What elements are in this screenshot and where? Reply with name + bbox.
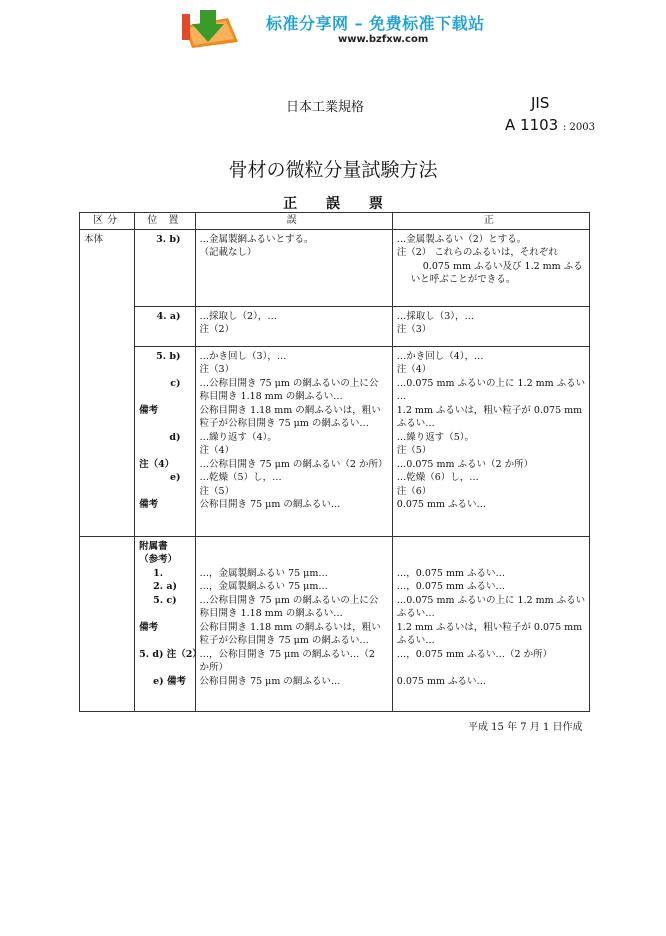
wrong-line: …公称目開き 75 μm の網ふるいの上に公 bbox=[199, 594, 379, 606]
correct-line: …採取し（3），… bbox=[396, 310, 475, 322]
correct-line: 注（6） bbox=[396, 485, 432, 497]
position-line: 2. a) bbox=[153, 581, 178, 592]
standard-number-text: A 1103 bbox=[505, 116, 559, 134]
correct-line: …，0.075 mm ふるい… bbox=[396, 567, 506, 579]
wrong-line: 公称目開き 1.18 mm の網ふるいは，粗い bbox=[199, 404, 381, 416]
correct-line: 注（2） これらのふるいは，それぞれ bbox=[396, 247, 558, 258]
header-position: 位 置 bbox=[135, 213, 195, 230]
position-line: （参考） bbox=[139, 554, 178, 565]
correct-line: 0.075 mm ふるい… bbox=[396, 499, 487, 510]
position-line bbox=[139, 363, 190, 377]
correct-line: ふるい… bbox=[396, 608, 435, 619]
wrong-line: 称目開き 1.18 mm の網ふるい… bbox=[199, 608, 343, 619]
wrong-line: 公称目開き 75 μm の網ふるい… bbox=[199, 675, 341, 687]
wrong-cell bbox=[195, 229, 392, 306]
position-line: 1. bbox=[153, 567, 164, 579]
wrong-line: …乾燥（5）し，… bbox=[199, 472, 282, 483]
correct-line bbox=[397, 553, 585, 567]
position-line: e) bbox=[170, 472, 181, 483]
position-line: 備考 bbox=[139, 499, 159, 510]
correct-line: …乾燥（6）し，… bbox=[396, 472, 479, 483]
kubun-cell bbox=[80, 536, 135, 711]
correct-line: ふるい… bbox=[396, 418, 435, 429]
correct-cell bbox=[392, 306, 589, 346]
creation-date: 平成 15 年 7 月 1 日作成 bbox=[468, 722, 583, 733]
kubun-label: 本体 bbox=[84, 233, 104, 245]
correct-line: 注（4） bbox=[396, 364, 432, 375]
wrong-line: …公称目開き 75 μm の網ふるい（2 か所） bbox=[199, 458, 388, 470]
wrong-line: 粒子が公称目開き 75 μm の網ふるい… bbox=[199, 418, 369, 429]
position-line: 注（4） bbox=[139, 458, 175, 470]
wrong-line: …，金属製網ふるい 75 μm… bbox=[199, 581, 328, 592]
wrong-line: 注（5） bbox=[199, 485, 235, 497]
position-line bbox=[139, 417, 190, 431]
position-line: c) bbox=[170, 377, 181, 389]
correct-line: …0.075 mm ふるいの上に 1.2 mm ふるい bbox=[396, 594, 586, 606]
wrong-cell bbox=[195, 536, 392, 711]
wrong-line: か所） bbox=[199, 662, 229, 673]
wrong-line: （記載なし） bbox=[199, 247, 257, 258]
table-row bbox=[80, 536, 590, 711]
banner-url[interactable]: www.bzfxw.com bbox=[338, 34, 429, 45]
header-wrong: 誤 bbox=[195, 213, 392, 230]
table-row bbox=[80, 306, 590, 346]
correct-line: 0.075 mm ふるい… bbox=[396, 675, 487, 687]
correct-line: … bbox=[396, 391, 407, 402]
wrong-line: 注（3） bbox=[199, 364, 235, 375]
correct-line: 注（3） bbox=[396, 324, 432, 335]
correct-line: …0.075 mm ふるい（2 か所） bbox=[396, 458, 534, 470]
position-line: 4. a) bbox=[156, 310, 181, 322]
wrong-line: 公称目開き 75 μm の網ふるい… bbox=[199, 499, 341, 510]
position-cell bbox=[135, 306, 195, 346]
standard-code: JIS bbox=[531, 94, 550, 112]
wrong-line: …金属製網ふるいとする。 bbox=[199, 233, 314, 245]
correct-line: …0.075 mm ふるいの上に 1.2 mm ふるい bbox=[396, 377, 586, 389]
document-title: 骨材の微粒分量試験方法 bbox=[228, 159, 438, 181]
correct-line: …かき回し（4），… bbox=[396, 350, 484, 362]
standard-year: : 2003 bbox=[562, 122, 595, 133]
correct-line bbox=[397, 540, 585, 554]
wrong-line: …公称目開き 75 μm の網ふるいの上に公 bbox=[199, 377, 379, 389]
correct-cell bbox=[392, 346, 589, 536]
position-line bbox=[139, 485, 190, 499]
position-cell bbox=[135, 536, 202, 711]
wrong-line: …，公称目開き 75 μm の網ふるい…（2 bbox=[199, 648, 375, 660]
correct-line: いと呼ぶことができる。 bbox=[410, 274, 516, 285]
wrong-line bbox=[200, 540, 388, 554]
correct-line bbox=[397, 661, 585, 675]
correct-line: …，0.075 mm ふるい…（2 か所） bbox=[396, 648, 553, 660]
wrong-cell bbox=[195, 306, 392, 346]
position-line: 3. b) bbox=[156, 233, 181, 245]
position-cell bbox=[135, 229, 195, 306]
wrong-line: 公称目開き 1.18 mm の網ふるいは，粗い bbox=[199, 621, 381, 633]
wrong-line: …，金属製網ふるい 75 μm… bbox=[199, 567, 328, 579]
wrong-line: …採取し（2），… bbox=[199, 310, 277, 322]
position-line: 5. d) 注（2） bbox=[139, 648, 202, 660]
correct-line: 1.2 mm ふるいは，粗い粒子が 0.075 mm bbox=[396, 621, 583, 633]
table-row bbox=[80, 229, 590, 306]
position-line bbox=[139, 607, 190, 621]
position-line: 附属書 bbox=[139, 540, 168, 552]
errata-table bbox=[79, 212, 590, 712]
table-row bbox=[80, 346, 590, 536]
header-correct: 正 bbox=[392, 213, 589, 230]
position-line bbox=[139, 634, 190, 648]
kubun-cell bbox=[80, 229, 135, 536]
banner-title[interactable]: 标准分享网 – 免费标准下载站 bbox=[266, 14, 485, 33]
wrong-line: 注（4） bbox=[199, 445, 235, 456]
wrong-line: …かき回し（3），… bbox=[199, 350, 287, 362]
correct-line: 1.2 mm ふるいは，粗い粒子が 0.075 mm bbox=[396, 404, 583, 416]
wrong-line: 称目開き 1.18 mm の網ふるい… bbox=[199, 391, 343, 402]
position-line: 備考 bbox=[139, 621, 159, 633]
header-kubun: 区分 bbox=[80, 213, 135, 230]
position-line bbox=[139, 390, 190, 404]
site-banner[interactable] bbox=[178, 8, 498, 48]
position-line bbox=[139, 661, 190, 675]
standard-number bbox=[505, 116, 595, 134]
correct-line: …，0.075 mm ふるい… bbox=[396, 581, 506, 592]
position-cell bbox=[135, 346, 195, 536]
position-line: e) 備考 bbox=[153, 675, 186, 687]
correct-line: ふるい… bbox=[396, 635, 435, 646]
correct-cell bbox=[392, 229, 589, 306]
download-arrow-icon bbox=[178, 8, 242, 48]
correct-line: 0.075 mm ふるい及び 1.2 mm ふる bbox=[422, 260, 583, 272]
position-line: d) bbox=[169, 431, 181, 443]
position-line: 備考 bbox=[139, 404, 159, 416]
correct-line: …金属製ふるい（2）とする。 bbox=[396, 233, 527, 245]
wrong-line: 粒子が公称目開き 75 μm の網ふるい… bbox=[199, 635, 369, 646]
wrong-line: 注（2） bbox=[199, 324, 235, 335]
position-line: 5. c) bbox=[153, 594, 177, 606]
position-line bbox=[139, 444, 190, 458]
errata-title: 正 誤 票 bbox=[283, 196, 395, 212]
wrong-line: …繰り返す（4）。 bbox=[199, 431, 277, 443]
table-header-row bbox=[80, 213, 590, 230]
correct-cell bbox=[392, 536, 589, 711]
correct-line: 注（5） bbox=[396, 445, 432, 456]
standard-name: 日本工業規格 bbox=[286, 100, 365, 115]
position-line: 5. b) bbox=[156, 350, 181, 362]
wrong-cell bbox=[195, 346, 392, 536]
correct-line: …繰り返す（5）。 bbox=[396, 431, 475, 443]
wrong-line bbox=[200, 553, 388, 567]
